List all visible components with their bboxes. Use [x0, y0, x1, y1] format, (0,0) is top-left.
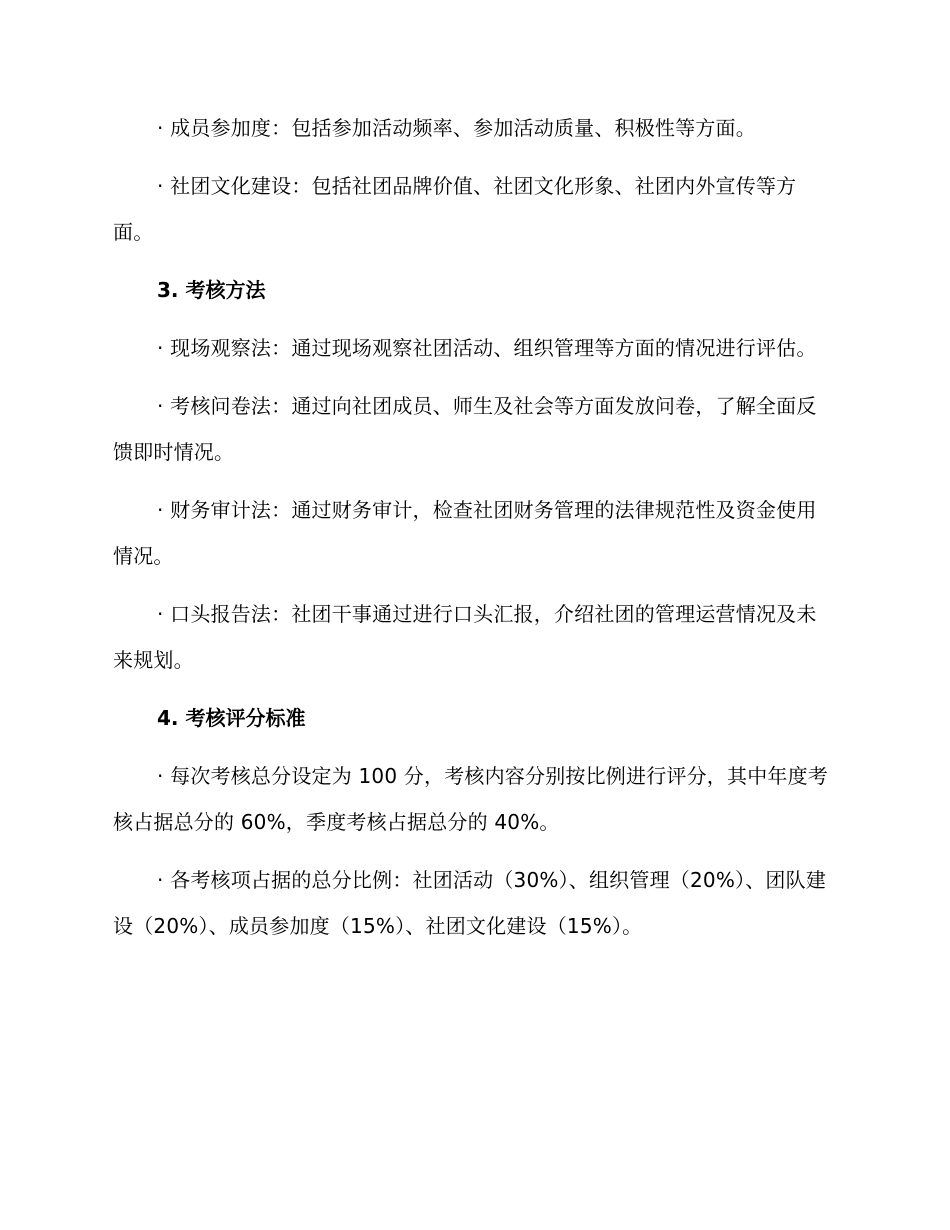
section-heading-assessment-methods: 3. 考核方法 — [157, 278, 266, 302]
bullet-member-participation: · 成员参加度：包括参加活动频率、参加活动质量、积极性等方面。 — [157, 116, 756, 140]
bullet-score-proportions: · 各考核项占据的总分比例：社团活动（30%）、组织管理（20%）、团队建设（20%）、成员参加度（15%）、社团文化建设（15%）。 — [113, 868, 827, 938]
bullet-financial-audit: · 财务审计法：通过财务审计，检查社团财务管理的法律规范性及资金使用情况。 — [113, 498, 817, 568]
bullet-questionnaire: · 考核问卷法：通过向社团成员、师生及社会等方面发放问卷，了解全面反馈即时情况。 — [113, 394, 817, 464]
bullet-club-culture: · 社团文化建设：包括社团品牌价值、社团文化形象、社团内外宣传等方面。 — [113, 174, 797, 244]
bullet-onsite-observation: · 现场观察法：通过现场观察社团活动、组织管理等方面的情况进行评估。 — [157, 336, 817, 360]
bullet-total-score: · 每次考核总分设定为 100 分，考核内容分别按比例进行评分，其中年度考核占据总分的 60%，季度考核占据总分的 40%。 — [113, 764, 829, 834]
document-body — [113, 105, 835, 961]
section-heading-scoring-standards: 4. 考核评分标准 — [157, 706, 306, 730]
bullet-oral-report: · 口头报告法：社团干事通过进行口头汇报，介绍社团的管理运营情况及未来规划。 — [113, 602, 817, 672]
